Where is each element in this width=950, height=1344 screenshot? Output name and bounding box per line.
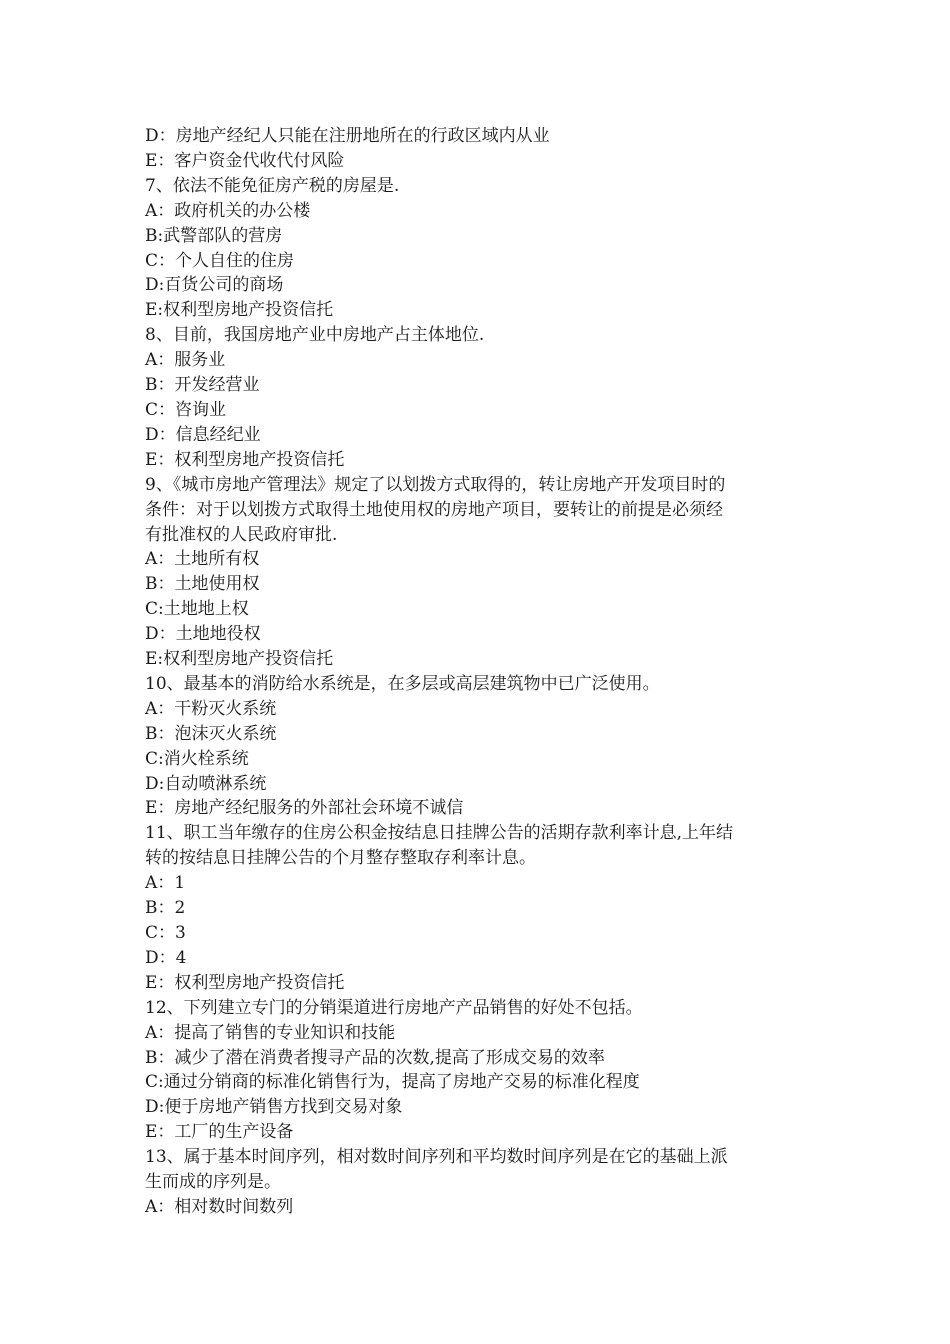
text-line: B:武警部队的营房 <box>145 225 283 246</box>
text-line: A：1 <box>145 873 186 894</box>
text-line: 8、目前，我国房地产业中房地产占主体地位. <box>145 325 485 346</box>
text-line: B：2 <box>145 898 186 919</box>
question-text-block <box>145 124 810 1220</box>
text-line: D:便于房地产销售方找到交易对象 <box>145 1097 403 1118</box>
text-line: C：个人自住的住房 <box>145 250 295 271</box>
text-line: A：相对数时间数列 <box>145 1196 294 1217</box>
text-line: A：干粉灭火系统 <box>145 698 277 719</box>
text-line: 13、属于基本时间序列，相对数时间序列和平均数时间序列是在它的基础上派 <box>145 1147 728 1168</box>
text-line: E：权利型房地产投资信托 <box>145 972 345 993</box>
text-line: C:土地地上权 <box>145 599 249 620</box>
text-line: 有批准权的人民政府审批. <box>145 524 338 545</box>
text-line: 7、依法不能免征房产税的房屋是. <box>145 175 400 196</box>
text-line: 10、最基本的消防给水系统是，在多层或高层建筑物中已广泛使用。 <box>145 673 660 694</box>
text-line: D：房地产经纪人只能在注册地所在的行政区域内从业 <box>145 126 550 146</box>
text-line: C:消火栓系统 <box>145 748 249 769</box>
text-line: D:自动喷淋系统 <box>145 773 267 794</box>
text-line: A：服务业 <box>145 350 226 371</box>
text-line: C：3 <box>145 923 186 943</box>
text-line: 11、职工当年缴存的住房公积金按结息日挂牌公告的活期存款利率计息,上年结 <box>145 823 734 844</box>
text-line: D:百货公司的商场 <box>145 275 284 296</box>
text-line: C:通过分销商的标准化销售行为，提高了房地产交易的标准化程度 <box>145 1072 640 1093</box>
text-line: A：土地所有权 <box>145 549 260 570</box>
text-line: B：开发经营业 <box>145 375 260 396</box>
text-line: A：提高了销售的专业知识和技能 <box>145 1022 396 1043</box>
text-line: D：信息经纪业 <box>145 424 261 445</box>
text-line: E:权利型房地产投资信托 <box>145 649 334 670</box>
text-line: 9、《城市房地产管理法》规定了以划拨方式取得的，转让房地产开发项目时的 <box>145 474 726 495</box>
text-line: 条件：对于以划拨方式取得土地使用权的房地产项目，要转让的前提是必须经 <box>145 499 723 520</box>
text-line: B：泡沫灭火系统 <box>145 723 277 744</box>
text-line: B：减少了潜在消费者搜寻产品的次数,提高了形成交易的效率 <box>145 1047 605 1068</box>
text-line: D：土地地役权 <box>145 624 261 645</box>
text-line: D：4 <box>145 947 187 968</box>
text-line: 转的按结息日挂牌公告的个月整存整取存利率计息。 <box>145 848 536 869</box>
text-line: E:权利型房地产投资信托 <box>145 300 334 321</box>
text-line: 生而成的序列是。 <box>145 1172 281 1193</box>
text-line: A：政府机关的办公楼 <box>145 200 311 221</box>
text-line: E：房地产经纪服务的外部社会环境不诚信 <box>145 798 464 819</box>
text-line: E：客户资金代收代付风险 <box>145 150 345 171</box>
text-line: 12、下列建立专门的分销渠道进行房地产产品销售的好处不包括。 <box>145 997 643 1018</box>
text-line: E：权利型房地产投资信托 <box>145 449 345 470</box>
text-line: C：咨询业 <box>145 399 227 420</box>
text-line: B：土地使用权 <box>145 574 260 595</box>
text-line: E：工厂的生产设备 <box>145 1122 294 1143</box>
